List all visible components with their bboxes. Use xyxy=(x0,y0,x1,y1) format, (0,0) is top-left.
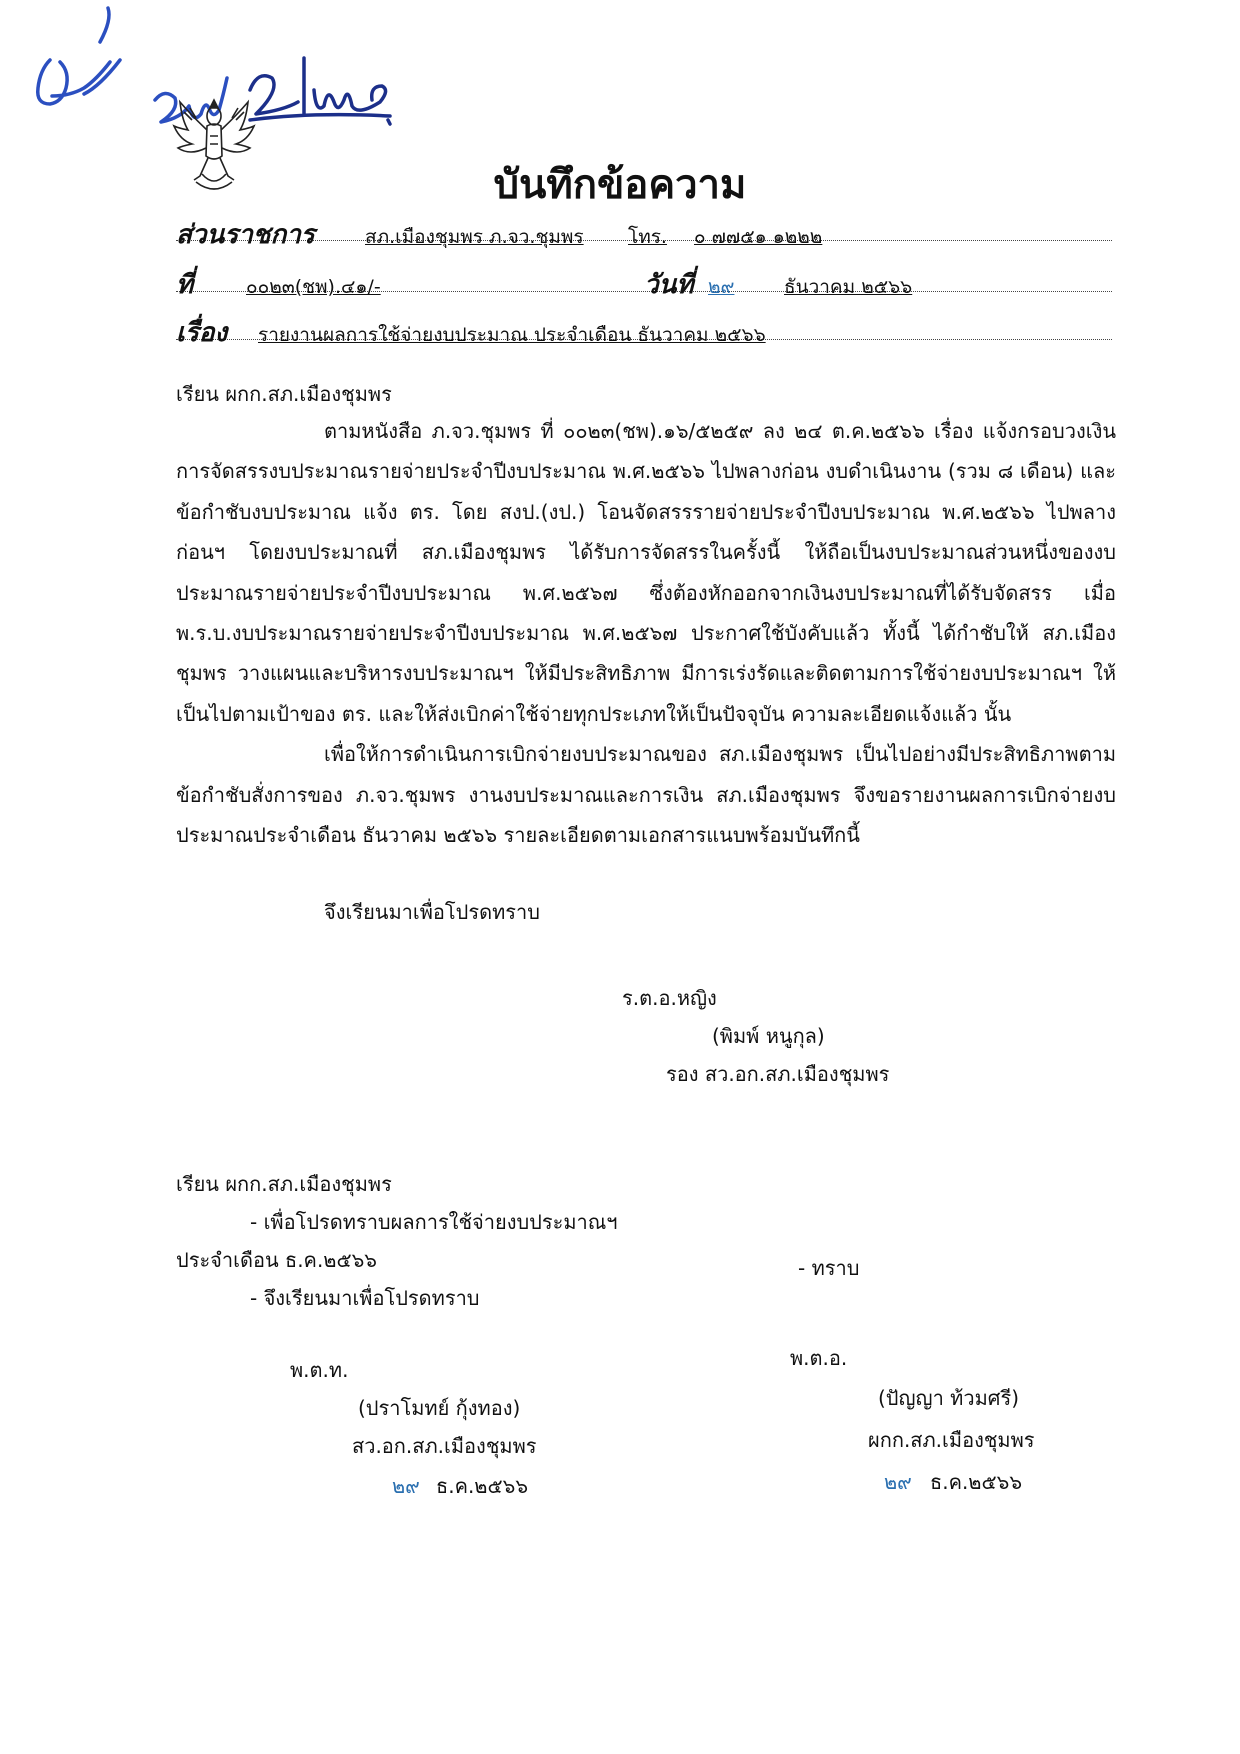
salutation: เรียน ผกก.สภ.เมืองชุมพร xyxy=(176,382,392,406)
subject-label: เรื่อง xyxy=(176,318,228,348)
body-paragraph-2: เพื่อให้การดำเนินการเบิกจ่ายงบประมาณของ สภ.เมืองชุมพร เป็นไปอย่างมีประสิทธิภาพตามข้อกำชับสั่งการของ ภ.จว.ชุมพร งานงบประมาณและการเงิน สภ.เมืองชุมพร จึงขอรายงานผลการเบิกจ่ายงบประมาณประจำเดือน ธันวาคม ๒๕๖๖ รายละเอียดตามเอกสารแนบพร้อมบันทึกนี้ xyxy=(176,742,1116,848)
subject-value: รายงานผลการใช้จ่ายงบประมาณ ประจำเดือน ธันวาคม ๒๕๖๖ xyxy=(258,324,766,346)
endorse-1-line-2: ประจำเดือน ธ.ค.๒๕๖๖ xyxy=(176,1248,378,1272)
endorse-2-name: (ปัญญา ท้วมศรี) xyxy=(878,1386,1020,1410)
dept-value: สภ.เมืองชุมพร ภ.จว.ชุมพร xyxy=(365,226,584,248)
body-paragraph-block xyxy=(176,411,1116,855)
endorse-1-date-day: ๒๙ xyxy=(392,1474,420,1498)
endorse-1-salutation: เรียน ผกก.สภ.เมืองชุมพร xyxy=(176,1172,392,1196)
dept-label: ส่วนราชการ xyxy=(176,220,315,250)
endorse-2-date-rest: ธ.ค.๒๕๖๖ xyxy=(930,1470,1023,1494)
ref-value: ๐๐๒๓(ชพ).๔๑/- xyxy=(246,276,381,298)
signature-3-icon xyxy=(240,50,400,140)
endorse-1-rank: พ.ต.ท. xyxy=(290,1358,349,1382)
endorse-2-date-day: ๒๙ xyxy=(884,1470,912,1494)
tel-value: ๐ ๗๗๕๑ ๑๒๒๒ xyxy=(694,226,823,248)
closing-line: จึงเรียนมาเพื่อโปรดทราบ xyxy=(324,900,540,924)
endorse-1-line-3: - จึงเรียนมาเพื่อโปรดทราบ xyxy=(250,1286,480,1310)
endorse-1-date-rest: ธ.ค.๒๕๖๖ xyxy=(436,1474,529,1498)
endorse-2-note: - ทราบ xyxy=(798,1256,860,1280)
endorse-2-rank: พ.ต.อ. xyxy=(790,1346,848,1370)
signer-1-position: รอง สว.อก.สภ.เมืองชุมพร xyxy=(666,1062,890,1086)
signer-1-name: (พิมพ์ หนูกุล) xyxy=(712,1024,825,1048)
endorse-1-line-1: - เพื่อโปรดทราบผลการใช้จ่ายงบประมาณฯ xyxy=(250,1210,618,1234)
endorse-2-position: ผกก.สภ.เมืองชุมพร xyxy=(868,1428,1035,1452)
page-title: บันทึกข้อความ xyxy=(493,162,747,208)
date-label: วันที่ xyxy=(644,270,694,300)
ref-label: ที่ xyxy=(176,270,194,300)
tel-label: โทร. xyxy=(628,226,667,248)
date-day: ๒๙ xyxy=(708,276,735,298)
endorse-1-name: (ปราโมทย์ กุ้งทอง) xyxy=(358,1396,521,1420)
endorse-1-position: สว.อก.สภ.เมืองชุมพร xyxy=(352,1434,537,1458)
date-month-year: ธันวาคม ๒๕๖๖ xyxy=(784,276,913,298)
signature-1-icon xyxy=(0,0,130,140)
signer-1-rank: ร.ต.อ.หญิง xyxy=(622,986,717,1010)
body-paragraph-1: ตามหนังสือ ภ.จว.ชุมพร ที่ ๐๐๒๓(ชพ).๑๖/๕๒๕๙ ลง ๒๔ ต.ค.๒๕๖๖ เรื่อง แจ้งกรอบวงเงินการจัดสรรงบประมาณรายจ่ายประจำปีงบประมาณ พ.ศ.๒๕๖๖ ไปพลางก่อน งบดำเนินงาน (รวม ๘ เดือน) และข้อกำชับงบประมาณ แจ้ง ตร. โดย สงป.(งป.) โอนจัดสรรรายจ่ายประจำปีงบประมาณ พ.ศ.๒๕๖๖ ไปพลางก่อนฯ โดยงบประมาณที่ สภ.เมืองชุมพร ได้รับการจัดสรรในครั้งนี้ ให้ถือเป็นงบประมาณส่วนหนึ่งของงบประมาณรายจ่ายประจำปีงบประมาณ พ.ศ.๒๕๖๗ ซึ่งต้องหักออกจากเงินงบประมาณที่ได้รับจัดสรร เมื่อ พ.ร.บ.งบประมาณรายจ่ายประจำปีงบประมาณ พ.ศ.๒๕๖๗ ประกาศใช้บังคับแล้ว ทั้งนี้ ได้กำชับให้ สภ.เมืองชุมพร วางแผนและบริหารงบประมาณฯ ให้มีประสิทธิภาพ มีการเร่งรัดและติดตามการใช้จ่ายงบประมาณฯ ให้เป็นไปตามเป้าของ ตร. และให้ส่งเบิกค่าใช้จ่ายทุกประเภทให้เป็นปัจจุบัน ความละเอียดแจ้งแล้ว นั้น xyxy=(176,419,1116,726)
